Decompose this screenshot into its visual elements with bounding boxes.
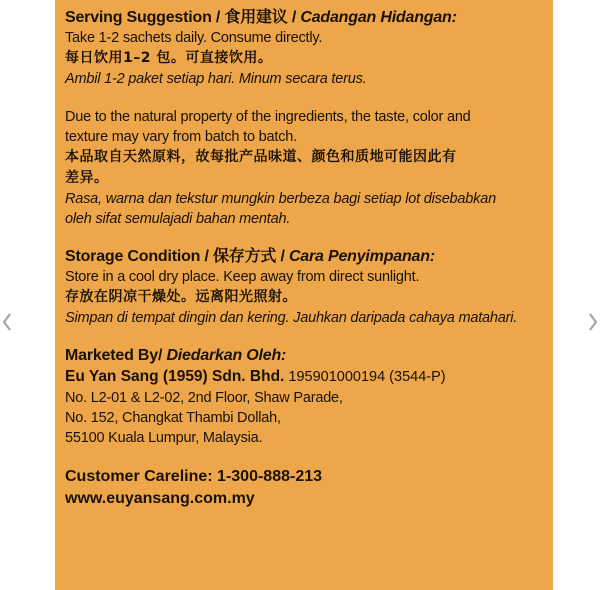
company-registration: 195901000194 (3544-P) — [284, 369, 446, 385]
website-url: www.euyansang.com.my — [65, 490, 255, 507]
address-line-2: No. 152, Changkat Thambi Dollah, — [65, 410, 281, 426]
storage-heading-ms: Cara Penyimpanan: — [288, 248, 435, 265]
notice-text-en-line-2: texture may vary from batch to batch. — [65, 129, 297, 145]
notice-text-en-line-1: Due to the natural property of the ingredients, the taste, color and — [65, 109, 471, 125]
product-label-image — [55, 0, 553, 590]
storage-heading-zh: 保存方式 — [213, 248, 277, 265]
storage-heading-separator: / — [276, 248, 289, 265]
marketed-heading-en: Marketed By/ — [65, 347, 167, 364]
address-line-1: No. L2-01 & L2-02, 2nd Floor, Shaw Parade, — [65, 390, 343, 406]
storage-text-en: Store in a cool dry place. Keep away from direct sunlight. — [65, 269, 420, 285]
serving-heading-separator: / — [287, 9, 301, 26]
marketed-heading-ms: Diedarkan Oleh: — [166, 347, 287, 364]
customer-careline: Customer Careline: 1-300-888-213 — [65, 468, 323, 485]
next-image-button[interactable] — [586, 308, 600, 336]
serving-heading-ms: Cadangan Hidangan: — [300, 9, 457, 26]
serving-text-ms: Ambil 1-2 paket setiap hari. Minum secara terus. — [65, 71, 367, 87]
marketed-by-heading — [65, 346, 543, 366]
serving-heading-en: Serving Suggestion / — [65, 9, 225, 26]
chevron-left-icon — [0, 308, 14, 336]
serving-heading-zh: 食用建议 — [224, 9, 288, 26]
serving-text-zh: 每日饮用1–2 包。可直接饮用。 — [65, 50, 273, 66]
address-line-3: 55100 Kuala Lumpur, Malaysia. — [65, 430, 263, 446]
company-name: Eu Yan Sang (1959) Sdn. Bhd. — [65, 368, 285, 385]
serving-text-en: Take 1-2 sachets daily. Consume directly. — [65, 30, 323, 46]
serving-suggestion-heading — [65, 8, 543, 28]
notice-text-zh-line-2: 差异。 — [65, 170, 109, 186]
company-line — [65, 366, 543, 388]
notice-text-ms-line-2: oleh sifat semulajadi bahan mentah. — [65, 211, 291, 227]
storage-text-zh: 存放在阴凉干燥处。远离阳光照射。 — [65, 289, 297, 305]
notice-text-ms-line-1: Rasa, warna dan tekstur mungkin berbeza bagi setiap lot disebabkan — [65, 191, 496, 207]
storage-condition-heading — [65, 247, 543, 267]
previous-image-button[interactable] — [0, 308, 14, 336]
notice-text-zh-line-1: 本品取自天然原料，故每批产品味道、颜色和质地可能因此有 — [65, 149, 457, 165]
storage-heading-en: Storage Condition / — [65, 248, 213, 265]
storage-text-ms: Simpan di tempat dingin dan kering. Jauhkan daripada cahaya matahari. — [65, 310, 518, 326]
chevron-right-icon — [586, 308, 600, 336]
